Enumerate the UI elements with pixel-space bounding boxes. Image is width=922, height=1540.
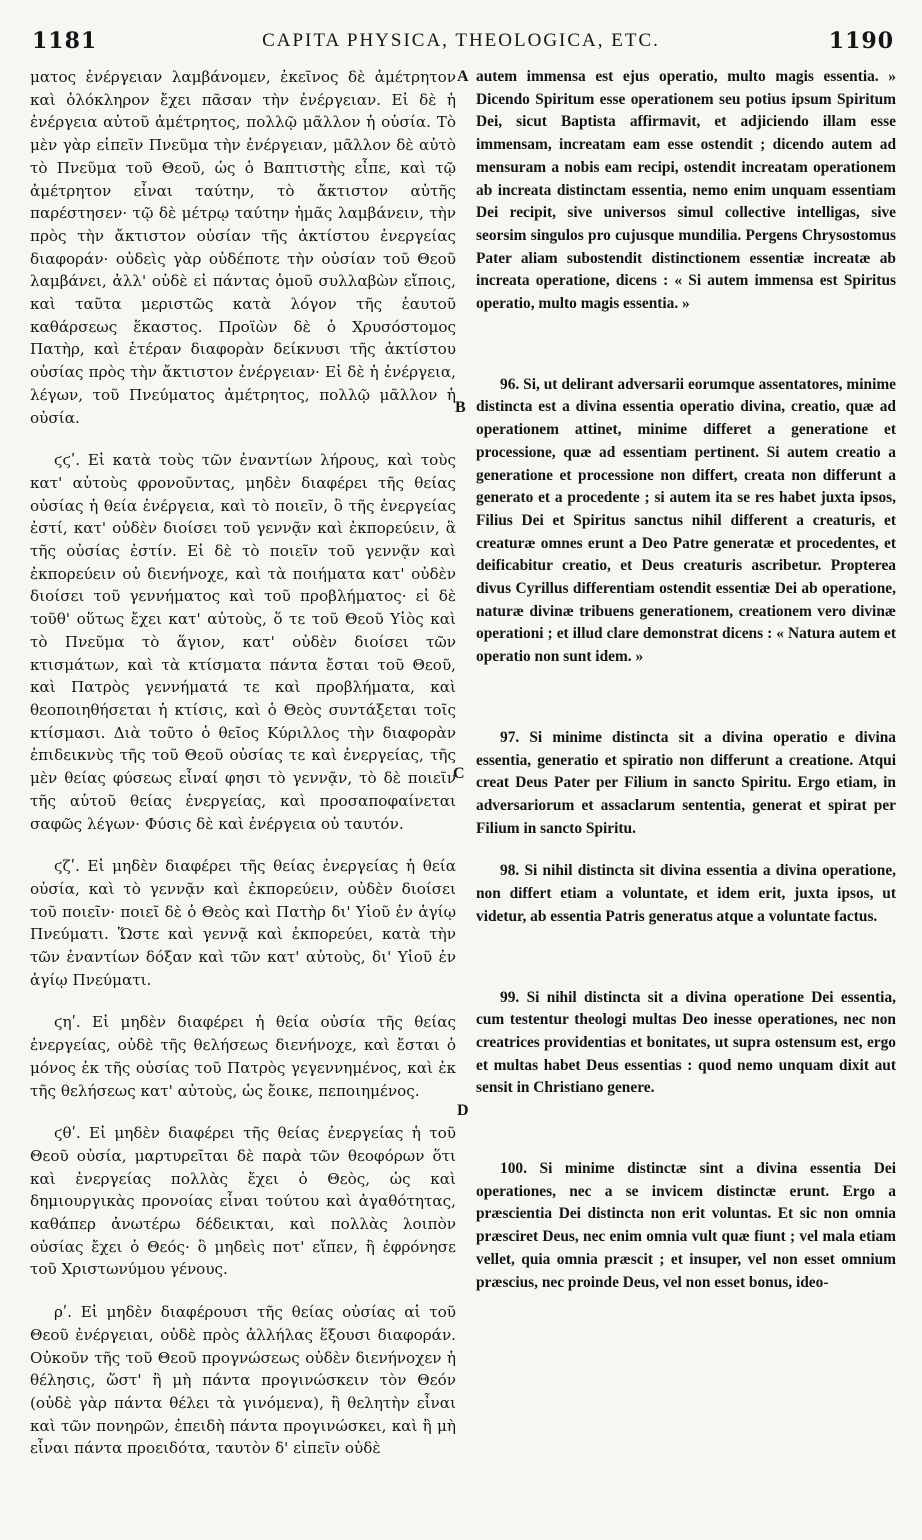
greek-column [30,66,456,1460]
margin-marker-c: C [453,765,465,782]
margin-marker-d: D [457,1102,469,1119]
latin-paragraph: 100. Si minime distinctæ sint a divina essentia Dei operationes, nec a se invicem distinctæ erunt. Ergo a præscientia Dei distincta non erit voluntas. Et sic non omnia præsciret Deus, nec enim omnia vult quæ fiunt ; vel mala etiam vellet, quia omnia præscit ; et insuper, vel non esset omnium præscius, nec proinde Deus, vel non esset bonus, ideo- [476,1160,896,1291]
margin-marker-a: A [457,68,469,85]
latin-paragraph: 96. Si, ut delirant adversarii eorumque assentatores, minime distincta est a divina essentia operatio divina, creatio, quæ ad operationem attinet, minime differet a generatione et processione, quæ ad essentiam pertinent. Si autem creatio a generatione et processione non differt, creata non differunt a generato et a procedente ; si autem ita se res habet juxta ipsos, Filius Dei et Spiritus sanctus nihil different a creaturis, et creaturæ omnes erunt a Deo Patre generatæ et procedentes, et deificabitur creatio, et Deus creaturis ascribetur. Propterea divus Cyrillus differentiam ostendit essentiæ Dei ab operatione, naturæ divinæ tribuens generationem, creationem vero divinæ operationi ; et illud clare demonstrat dicens : « Natura autem et operatio non sunt idem. » [476,375,896,666]
greek-paragraph: ϛϛʹ. Εἰ κατὰ τοὺς τῶν ἐναντίων λήρους, καὶ τοὺς κατ' αὐτοὺς φρονοῦντας, μηδὲν διαφέρει τῆς θείας οὐσίας ἡ θεία ἐνέργεια, καὶ τὸ ποιεῖν, ὃ τῆς ἐνεργείας ἐστί, κατ' οὐδὲν διοίσει τοῦ γεννᾷν καὶ ἐκπορεύειν, ἃ τῆς οὐσίας ἐστίν. Εἰ δὲ τὸ ποιεῖν τοῦ γεννᾷν καὶ ἐκπορεύειν οὐ διενήνοχε, καὶ τὰ ποιήματα κατ' οὐδὲν διοίσει τοῦ γεννήματος καὶ τοῦ προβλήματος· εἰ δὲ τοῦθ' οὕτως ἔχει κατ' αὐτοὺς, ὅ τε τοῦ Θεοῦ Υἱὸς καὶ τὸ Πνεῦμα τὸ ἅγιον, κατ' οὐδὲν διοίσει τῶν κτισμάτων, καὶ τὰ κτίσματα πάντα ἔσται τοῦ Θεοῦ, καὶ Πατρὸς γεννήματά τε καὶ προβλήματα, καὶ θεοποιηθήσεται ἡ κτίσις, καὶ ὁ Θεὸς συντάξεται τοῖς κτίσμασι. Διὰ τοῦτο ὁ θεῖος Κύριλλος τὴν διαφορὰν ἐπιδεικνὺς τῆς τοῦ Θεοῦ οὐσίας τε καὶ ἐνεργείας, τῆς μὲν θείας φύσεως εἶναί φησι τὸ γεννᾷν, τὸ δὲ ποιεῖν τῆς αὐτοῦ θείας ἐνεργείας, καὶ προσαποφαίνεται σαφῶς λέγων· Φύσις δὲ καὶ ἐνέργεια οὐ ταυτόν. [30,451,456,833]
latin-paragraph: 99. Si nihil distincta sit a divina operatione Dei essentia, cum testentur theologi multas Deo inesse operationes, nec non creatrices providentias et bonitates, ut supra ostensum est, ergo et multas habet Deus essentias : quod nemo unquam dixit aut sensit in Christiano genere. [476,988,896,1097]
greek-paragraph: ματος ἐνέργειαν λαμβάνομεν, ἐκεῖνος δὲ ἀμέτρητον καὶ ὁλόκληρον ἔχει πᾶσαν τὴν ἐνέργειαν. Εἰ δὲ ἡ ἐνέργεια αὐτοῦ ἀμέτρητος, πολλῷ μᾶλλον ἡ οὐσία. Τὸ μὲν γὰρ εἰπεῖν Πνεῦμα τὴν ἐνέργειαν, μᾶλλον δὲ αὐτὸ τὸ Πνεῦμα τοῦ Θεοῦ, ὡς ὁ Βαπτιστὴς εἶπε, καὶ τῷ ἀμέτρητον εἶναι ταύτην, τὸ ἄκτιστον αὐτῆς παρέστησεν· τῷ δὲ μέτρῳ ταύτην ἡμᾶς λαμβάνειν, τὴν πρὸς τὴν ἄκτιστον οὐσίαν τῆς ἀκτίστου ἐνεργείας διαφοράν· οὐδεὶς γὰρ οὐδέποτε τὴν οὐσίαν τοῦ Θεοῦ λαμβάνει, ἀλλ' οὐδὲ εἰ πάντας ὁμοῦ συλλαβὼν εἴποις, καὶ ταῦτα μεριστῶς κατὰ λόγον τῆς ἑαυτοῦ καθάρσεως ἕκαστος. Προϊὼν δὲ ὁ Χρυσόστομος Πατὴρ, καὶ ἑτέραν διαφορὰν δείκνυσι τῆς ἀκτίστου οὐσίας πρὸς τὴν ἄκτιστον ἐνέργειαν· Εἰ δὲ ἡ ἐνέργεια, λέγων, τοῦ Πνεύματος ἀμέτρητος, πολλῷ μᾶλλον ἡ οὐσία. [30,68,456,427]
latin-paragraph: 98. Si nihil distincta sit divina essentia a divina operatione, non differt etiam a voluntate, et idem erit, juxta ipsos, ut videtur, ab essentia Patris generatus atque a voluntate factus. [476,862,896,925]
margin-marker-b: B [455,399,466,416]
page-number-left: 1181 [32,28,98,54]
greek-paragraph: ϛζʹ. Εἰ μηδὲν διαφέρει τῆς θείας ἐνεργείας ἡ θεία οὐσία, καὶ τὸ γεννᾷν καὶ ἐκπορεύειν, οὐδὲν διοίσει τοῦ ποιεῖν· ποιεῖ δὲ ὁ Θεὸς καὶ Πατὴρ δι' Υἱοῦ ἐν ἁγίῳ Πνεύματι. Ὥστε καὶ γεννᾷ καὶ ἐκπορεύει, κατὰ τὴν τῶν ἐναντίων δόξαν καὶ τῶν κατ' αὐτοὺς, δι' Υἱοῦ ἐν ἁγίῳ Πνεύματι. [30,857,456,989]
greek-paragraph: ρʹ. Εἰ μηδὲν διαφέρουσι τῆς θείας οὐσίας αἱ τοῦ Θεοῦ ἐνέργειαι, οὐδὲ πρὸς ἀλλήλας ἕξουσι διαφοράν. Οὐκοῦν τῆς τοῦ Θεοῦ προγνώσεως οὐδὲν διενήνοχεν ἡ θέλησις, ὥστ' ἢ μὴ πάντα προγινώσκειν τὸν Θεόν (οὐδὲ γὰρ πάντα θέλει τὰ γινόμενα), ἢ θελητὴν εἶναι καὶ τῶν πονηρῶν, ἐπειδὴ πάντα προγινώσκει, καὶ ἢ μὴ εἶναι πάντα προειδότα, ταυτὸν δ' εἰπεῖν οὐδὲ [30,1303,456,1458]
page-number-right: 1190 [828,28,894,54]
greek-paragraph: ϛηʹ. Εἰ μηδὲν διαφέρει ἡ θεία οὐσία τῆς θείας ἐνεργείας, οὐδὲ τῆς θελήσεως διενήνοχε, καὶ ἔσται ὁ μόνος ἐκ τῆς οὐσίας τοῦ Πατρὸς γεγεννημένος, καὶ ἐκ τῆς θελήσεως κατ' αὐτοὺς, ὡς ἔοικε, πεποιημένος. [30,1013,456,1100]
greek-paragraph: ϛθʹ. Εἰ μηδὲν διαφέρει τῆς θείας ἐνεργείας ἡ τοῦ Θεοῦ οὐσία, μαρτυρεῖται δὲ παρὰ τῶν θεοφόρων ὅτι καὶ ἐνεργείας πολλὰς ἔχει ὁ Θεὸς, ὡς καὶ δημιουργικὰς προνοίας εἶναι τούτου καὶ ἀγαθότητας, καθάπερ ἀνωτέρω δέδεικται, καὶ πολλὰς λοιπὸν οὐσίας ἔχει ὁ Θεός· ὃ μηδεὶς ποτ' εἴπεν, ἢ ἐφρόνησε τοῦ Χριστωνύμου γένους. [30,1124,456,1279]
page-header [0,0,922,70]
latin-column [476,66,896,1294]
running-title: CAPITA PHYSICA, THEOLOGICA, ETC. [262,30,660,51]
latin-paragraph: autem immensa est ejus operatio, multo magis essentia. » Dicendo Spiritum esse operationem seu potius ipsum Spiritum Dei, sicut Baptista affirmavit, et adjiciendo illam esse immensam, increatam eam esse ostendit ; dicendo autem ad mensuram a nobis eam recipi, ostendit increatam operationem ab increata distinctam essentia, nemo enim unquam essentiam Dei recipit, sive universos simul collective intelligas, sive seorsim singulos pro cujusque mundilia. Pergens Chrysostomus Pater aliam subostendit distinctionem essentiæ increatæ ab increata operatione, dicens : « Si autem immensa est Spiritus operatio, multo magis essentia. » [476,68,896,313]
latin-paragraph: 97. Si minime distincta sit a divina operatio e divina essentia, generatio et spiratio non differunt a creatione. Atqui creat Deus Pater per Filium in sancto Spiritu. Ergo etiam, in adversariorum et assaclarum sententia, generat et spirat per Filium in sancto Spiritu. [476,728,896,837]
